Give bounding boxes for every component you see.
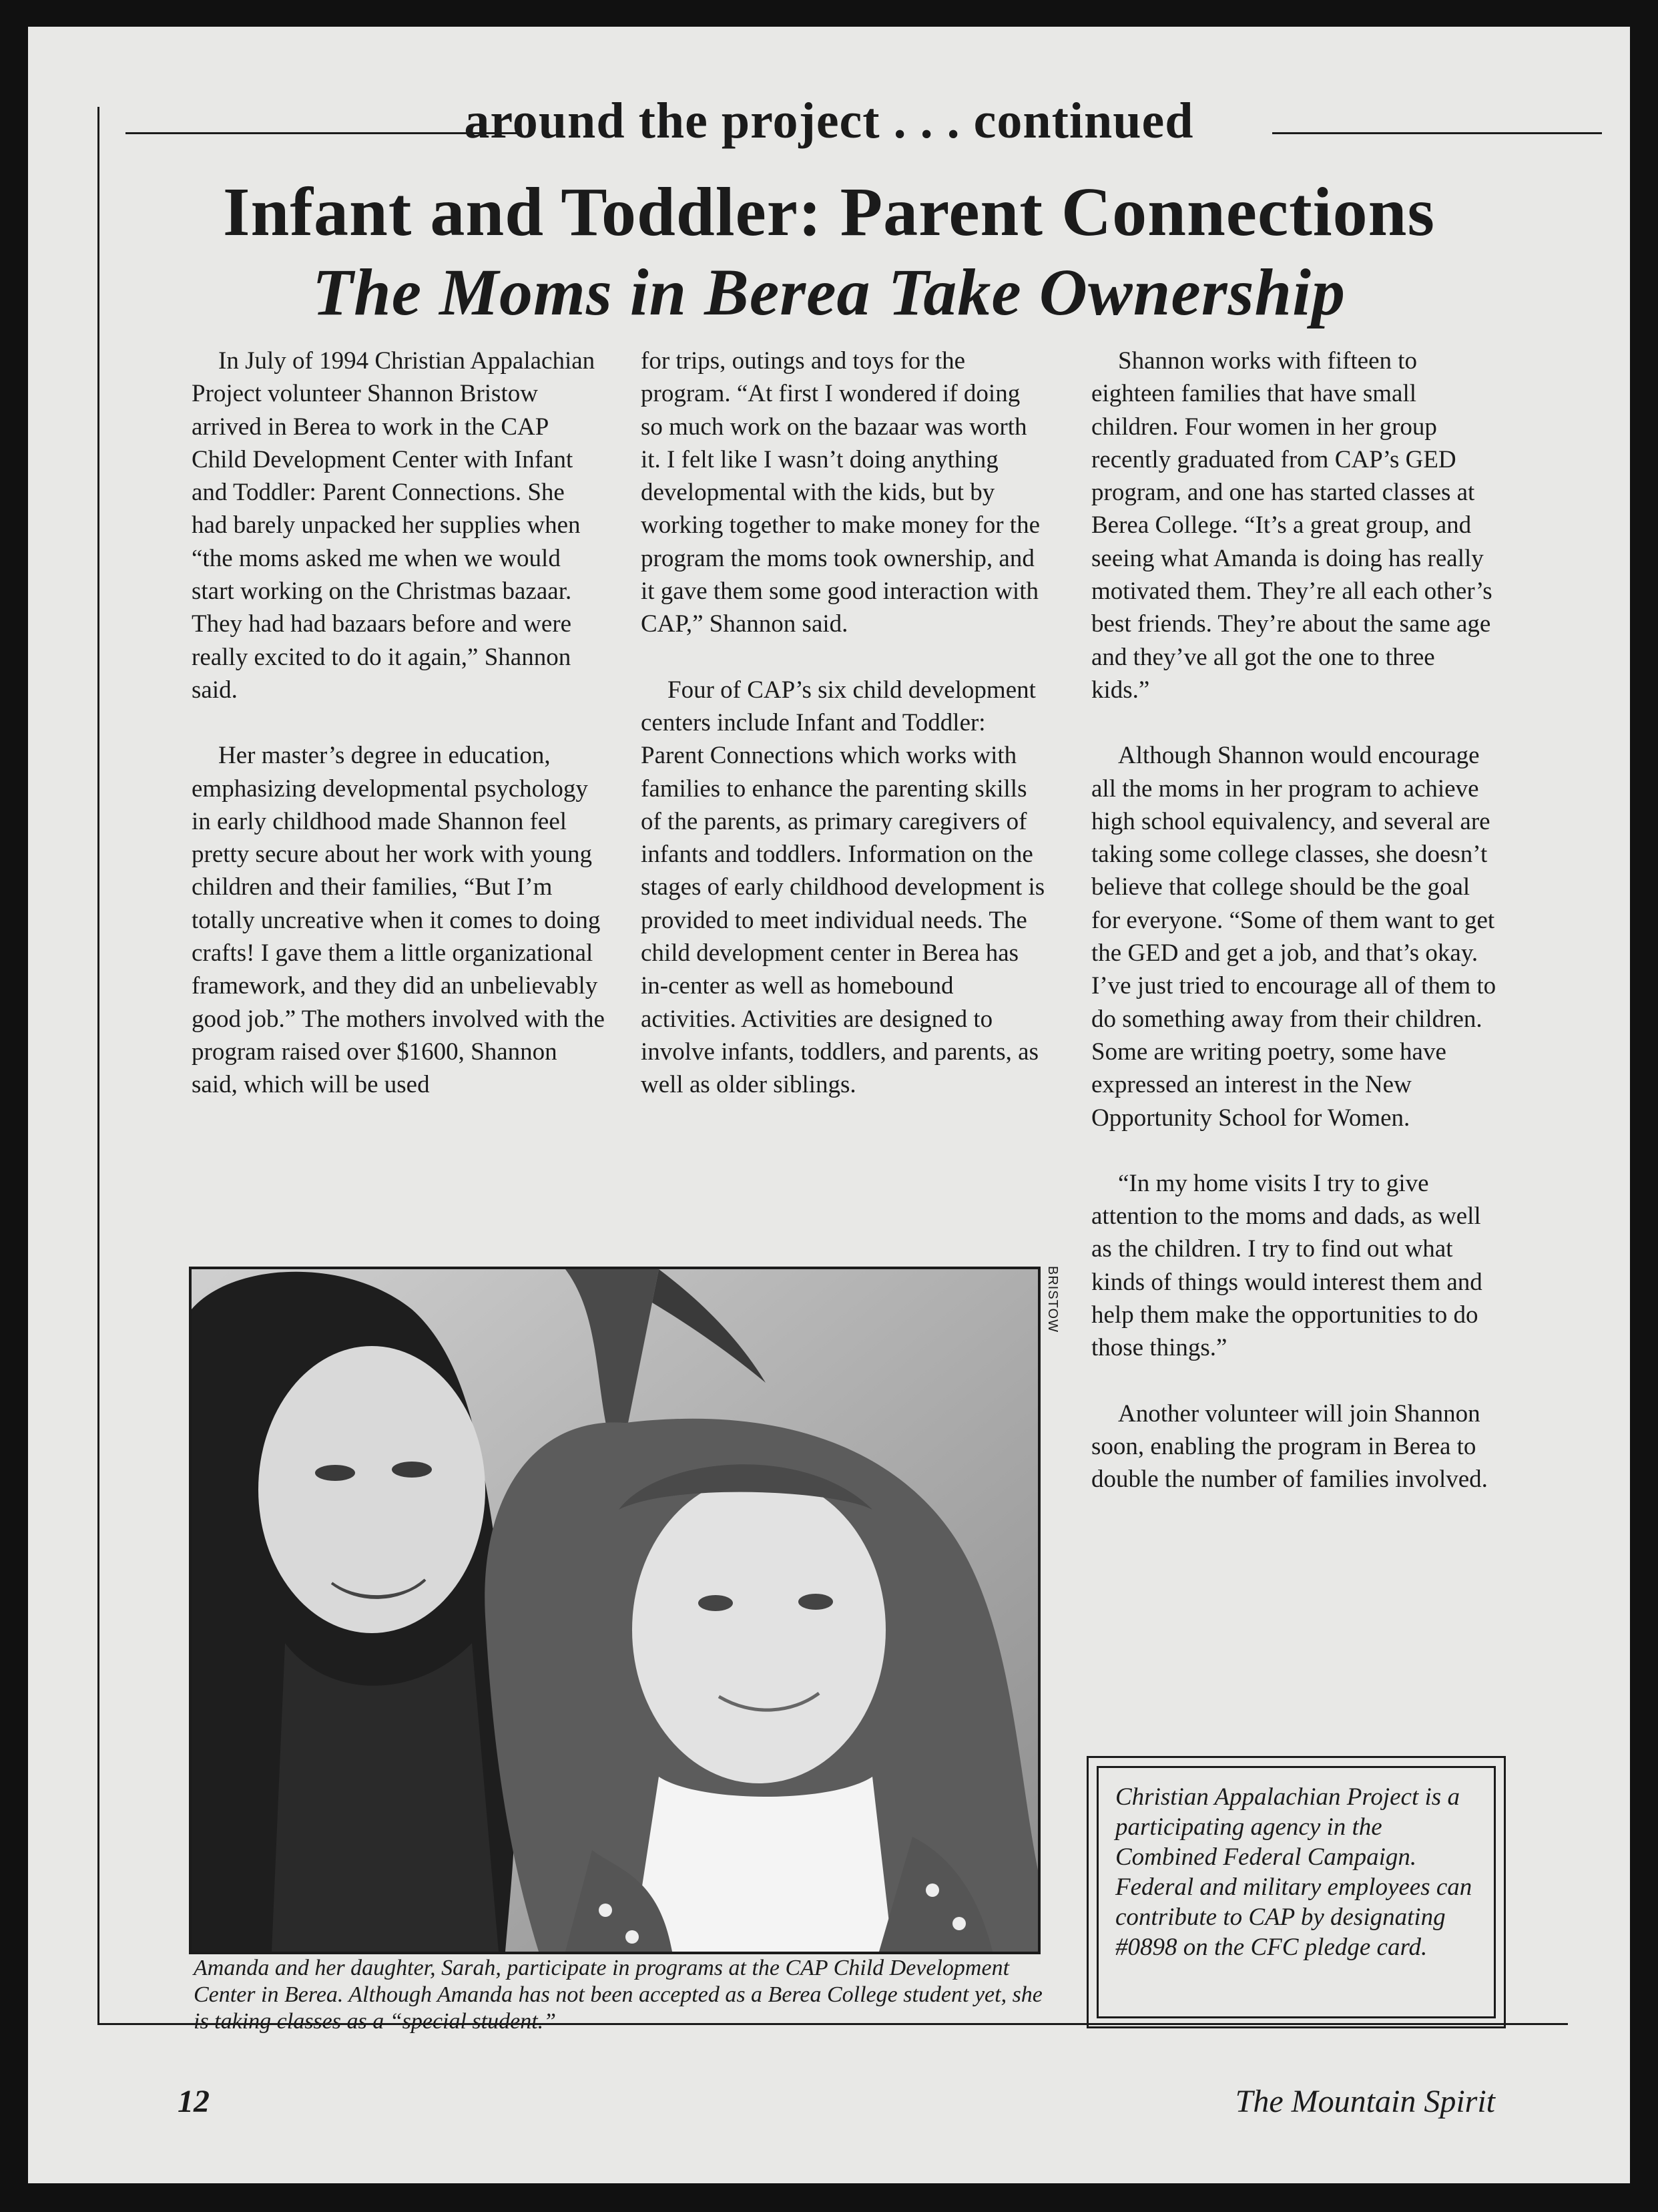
paragraph: “In my home visits I try to give attention to the moms and dads, as well as the children. I try to find out what kinds of things would interest them and help them make the opportunities to do those things.” <box>1091 1169 1482 1362</box>
section-label: around the project . . . continued <box>464 93 1194 149</box>
paragraph: Four of CAP’s six child development centers include Infant and Toddler: Parent Connections which works with families to enhance the parenting skills of the parents, as primary caregivers of infants and toddlers. Information on the stages of early childhood development is provided to meet individual needs. The child development center in Berea has in-center as well as homebound activities. Activities are designed to involve infants, toddlers, and parents, as well as older siblings. <box>641 676 1045 1099</box>
article-column-1 <box>192 345 605 1102</box>
paragraph: Shannon works with fifteen to eighteen families that have small children. Four women in her group recently graduated from CAP’s GED program, and one has started classes at Berea College. “It’s a great group, and seeing what Amanda is doing has really motivated them. They’re all each other’s best friends. They’re about the same age and they’ve all got the one to three kids.” <box>1091 347 1492 704</box>
paragraph: Her master’s degree in education, emphasizing developmental psychology in early childhood made Shannon feel pretty secure about her work with young children and their families, “But I’m totally uncreative when it comes to doing crafts! I gave them a little organizational framework, and they did an unbelievably good job.” The mothers involved with the program raised over $1600, Shannon said, which will be used <box>192 742 605 1099</box>
cfc-sidebar-box <box>1087 1756 1506 2028</box>
cfc-sidebar-text: Christian Appalachian Project is a participating agency in the Combined Federal Campaign. Federal and military employees can contribute to CAP by designating #0898 on the CFC pledge card. <box>1115 1783 1472 1961</box>
paragraph: Another volunteer will join Shannon soon, enabling the program in Berea to double the number of families involved. <box>1091 1399 1488 1494</box>
photo-caption: Amanda and her daughter, Sarah, participate in programs at the CAP Child Development Center in Berea. Although Amanda has not been accepted as a Berea College student yet, she is taking classes as a “special student.” <box>194 1956 1043 2034</box>
article-column-2 <box>641 345 1048 1102</box>
paragraph: In July of 1994 Christian Appalachian Project volunteer Shannon Bristow arrived in Berea to work in the CAP Child Development Center with Infant and Toddler: Parent Connections. She had barely unpacked her supplies when “the moms asked me when we would start working on the Christmas bazaar. They had had bazaars before and were really excited to do it again,” Shannon said. <box>192 347 595 704</box>
publication-name: The Mountain Spirit <box>1235 2084 1495 2119</box>
paragraph: Although Shannon would encourage all the moms in her program to achieve high school equivalency, and several are taking some college classes, she doesn’t believe that college should be the goal for everyone. “Some of them want to get the GED and get a job, and that’s okay. I’ve just tried to encourage all of them to do something away from their children. Some are writing poetry, some have expressed an interest in the New Opportunity School for Women. <box>1091 742 1496 1132</box>
article-photo <box>189 1267 1041 1954</box>
article-column-3 <box>1091 345 1498 1496</box>
paragraph: for trips, outings and toys for the program. “At first I wondered if doing so much work on the bazaar was worth it. I felt like I wasn’t doing anything developmental with the kids, but by working together to make money for the program the moms took ownership, and it gave them some good interaction with CAP,” Shannon said. <box>641 347 1040 638</box>
article-subhead: The Moms in Berea Take Ownership <box>312 255 1346 329</box>
article-headline: Infant and Toddler: Parent Connections <box>223 174 1435 250</box>
photo-credit: BRISTOW <box>1045 1266 1060 1333</box>
page-number: 12 <box>178 2084 210 2119</box>
